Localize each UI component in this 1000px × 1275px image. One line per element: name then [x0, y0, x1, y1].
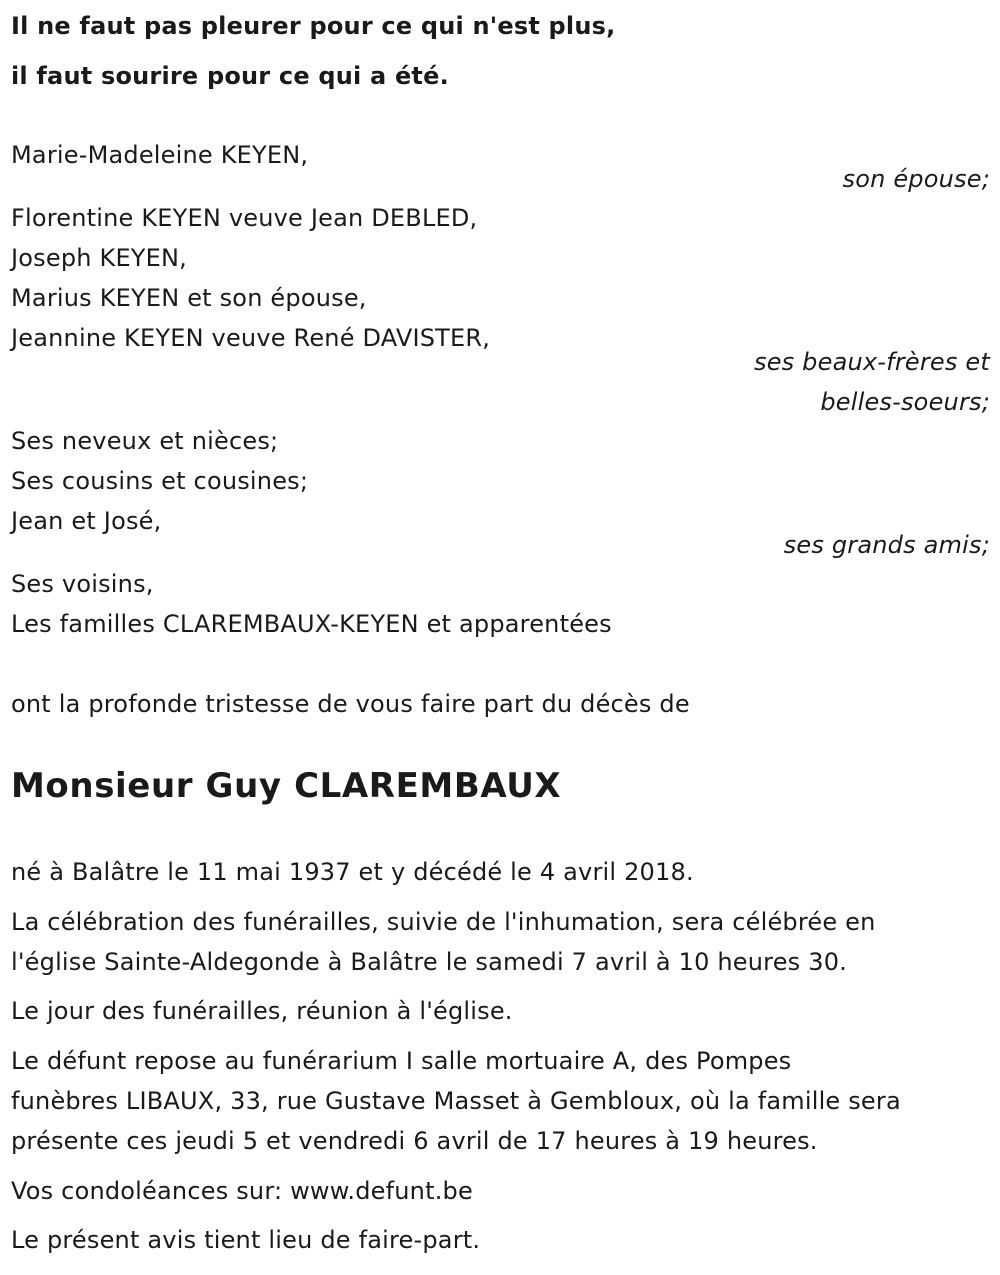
relatives-2: Ses cousins et cousines; [11, 467, 309, 495]
others-2: Les familles CLAREMBAUX-KEYEN et apparentées [11, 610, 612, 638]
spouse-role: son épouse; [842, 165, 990, 193]
inlaws-role-line-2: belles-soeurs; [820, 388, 990, 416]
inlaw-3: Marius KEYEN et son épouse, [11, 284, 367, 312]
repose-line-1: Le défunt repose au funérarium I salle mortuaire A, des Pompes [11, 1047, 792, 1075]
ceremony-line-1: La célébration des funérailles, suivie de l'inhumation, sera célébrée en [11, 908, 876, 936]
inlaw-2: Joseph KEYEN, [11, 244, 188, 272]
spouse-name: Marie-Madeleine KEYEN, [11, 141, 309, 169]
gathering: Le jour des funérailles, réunion à l'église. [11, 997, 513, 1025]
notice: Le présent avis tient lieu de faire-part. [11, 1226, 481, 1254]
quote-line-1: Il ne faut pas pleurer pour ce qui n'est plus, [11, 12, 616, 40]
repose-line-2: funèbres LIBAUX, 33, rue Gustave Masset à Gembloux, où la famille sera [11, 1087, 901, 1115]
inlaw-4: Jeannine KEYEN veuve René DAVISTER, [11, 324, 491, 352]
announcement: ont la profonde tristesse de vous faire part du décès de [11, 690, 690, 718]
birth-death: né à Balâtre le 11 mai 1937 et y décédé le 4 avril 2018. [11, 858, 694, 886]
inlaw-1: Florentine KEYEN veuve Jean DEBLED, [11, 204, 478, 232]
others-1: Ses voisins, [11, 570, 154, 598]
ceremony-line-2: l'église Sainte-Aldegonde à Balâtre le samedi 7 avril à 10 heures 30. [11, 948, 847, 976]
quote-line-2: il faut sourire pour ce qui a été. [11, 62, 449, 90]
repose-line-3: présente ces jeudi 5 et vendredi 6 avril de 17 heures à 19 heures. [11, 1127, 818, 1155]
friends-role: ses grands amis; [783, 531, 990, 559]
inlaws-role-line-1: ses beaux-frères et [753, 348, 990, 376]
deceased-name: Monsieur Guy CLAREMBAUX [11, 766, 562, 806]
relatives-3: Jean et José, [11, 507, 162, 535]
condolences: Vos condoléances sur: www.defunt.be [11, 1177, 473, 1205]
relatives-1: Ses neveux et nièces; [11, 427, 279, 455]
